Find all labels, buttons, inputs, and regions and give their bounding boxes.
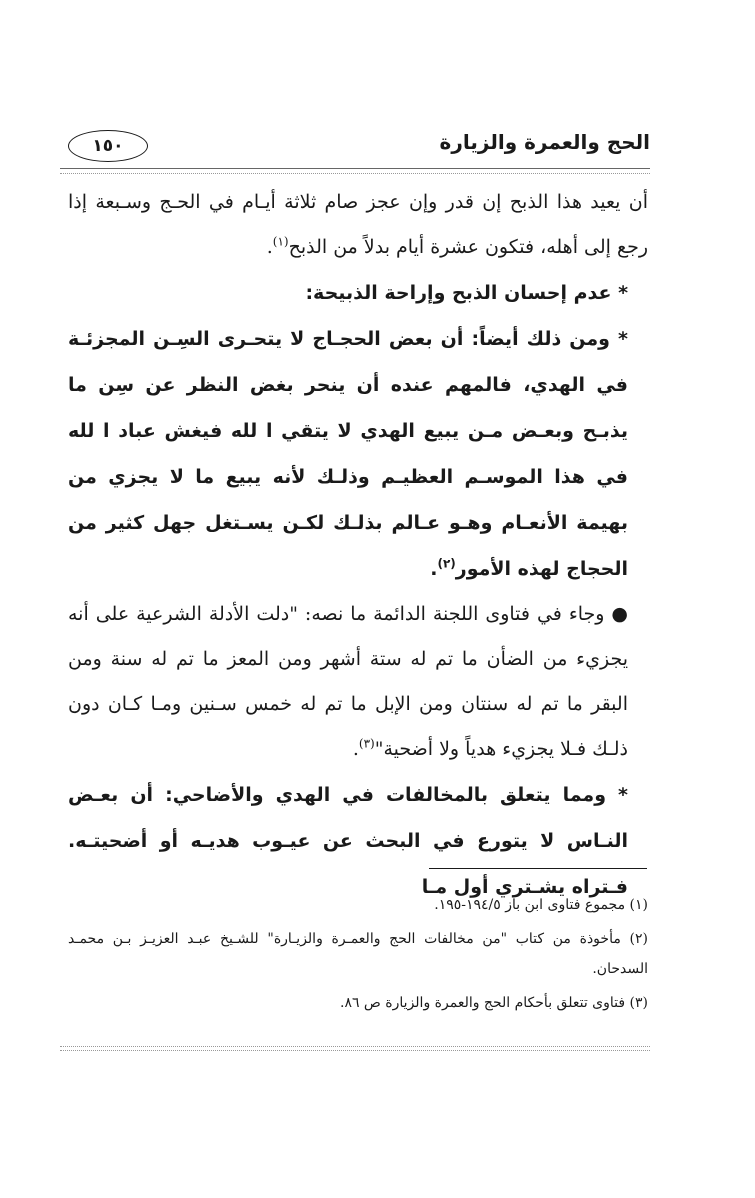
footnote-ref: (١) [272,234,289,249]
section-heading: * عدم إحسان الذبح وإراحة الذبيحة: [305,282,628,304]
footnote-ref: (٣) [358,736,375,751]
main-text [68,180,648,910]
page-header [60,128,650,164]
paragraph-end: . [430,558,438,580]
footnote: (٢) مأخوذة من كتاب "من مخالفات الحج والعمـرة والزيـارة" للشـيخ عبـد العزيـز بـن محمـد السدحان. [68,931,648,977]
running-title: الحج والعمرة والزيارة [439,130,650,154]
footnote-divider [429,868,647,869]
header-divider [60,168,650,174]
footnote: (١) مجموع فتاوى ابن باز ١٩٤/٥-١٩٥. [434,897,648,913]
footnotes [68,890,648,1022]
footer-divider [60,1046,650,1051]
paragraph [68,592,648,772]
paragraph-text: أن يعيد هذا الذبح إن قدر وإن عجز صام ثلاثة أيـام في الحـج وسـبعة إذا رجع إلى أهله، فتكون عشرة أيام بدلاً من الذبح [68,191,648,258]
footnote: (٣) فتاوى تتعلق بأحكام الحج والعمرة والزيارة ص ٨٦. [339,995,648,1011]
paragraph-text: * ومن ذلك أيضاً: أن بعض الحجـاج لا يتحـرى السِـن المجزئـة في الهدي، فالمهم عنده أن ينحر بغض النظر عن سِن ما يذبـح وبعـض مـن يبيع الهدي لا يتقي ا لله فيغش عباد ا لله في هذا الموسـم العظيـم وذلـك لأنه يبيع ما لا يجزي من بهيمة الأنعـام وهـو عـالم بذلـك لكـن يسـتغل جهل كثير من الحجاج لهذه الأمور [68,328,628,580]
paragraph: * ومما يتعلق بالمخالفات في الهدي والأضاحي: أن بعـض النـاس لا يتورع في البحث عن عيـوب هديـه أو أضحيتـه. فـتراه يشـتري أول مـا [68,784,628,898]
paragraph [68,180,648,270]
page-number: ١٥٠ [68,130,148,162]
paragraph [68,316,648,592]
paragraph-end: . [352,738,359,760]
footnote-ref: (٢) [437,556,456,571]
paragraph-text: ● وجاء في فتاوى اللجنة الدائمة ما نصه: "دلت الأدلة الشرعية على أنه يجزيء من الضأن ما تم له ستة أشهر ومن المعز ما تم له سنة ومن البقر ما تم له سنتان ومن الإبل ما تم له خمس سـنين ومـا كـان دون ذلـك فـلا يجزيء هدياً ولا أضحية" [68,603,628,760]
paragraph-end: . [266,236,273,258]
